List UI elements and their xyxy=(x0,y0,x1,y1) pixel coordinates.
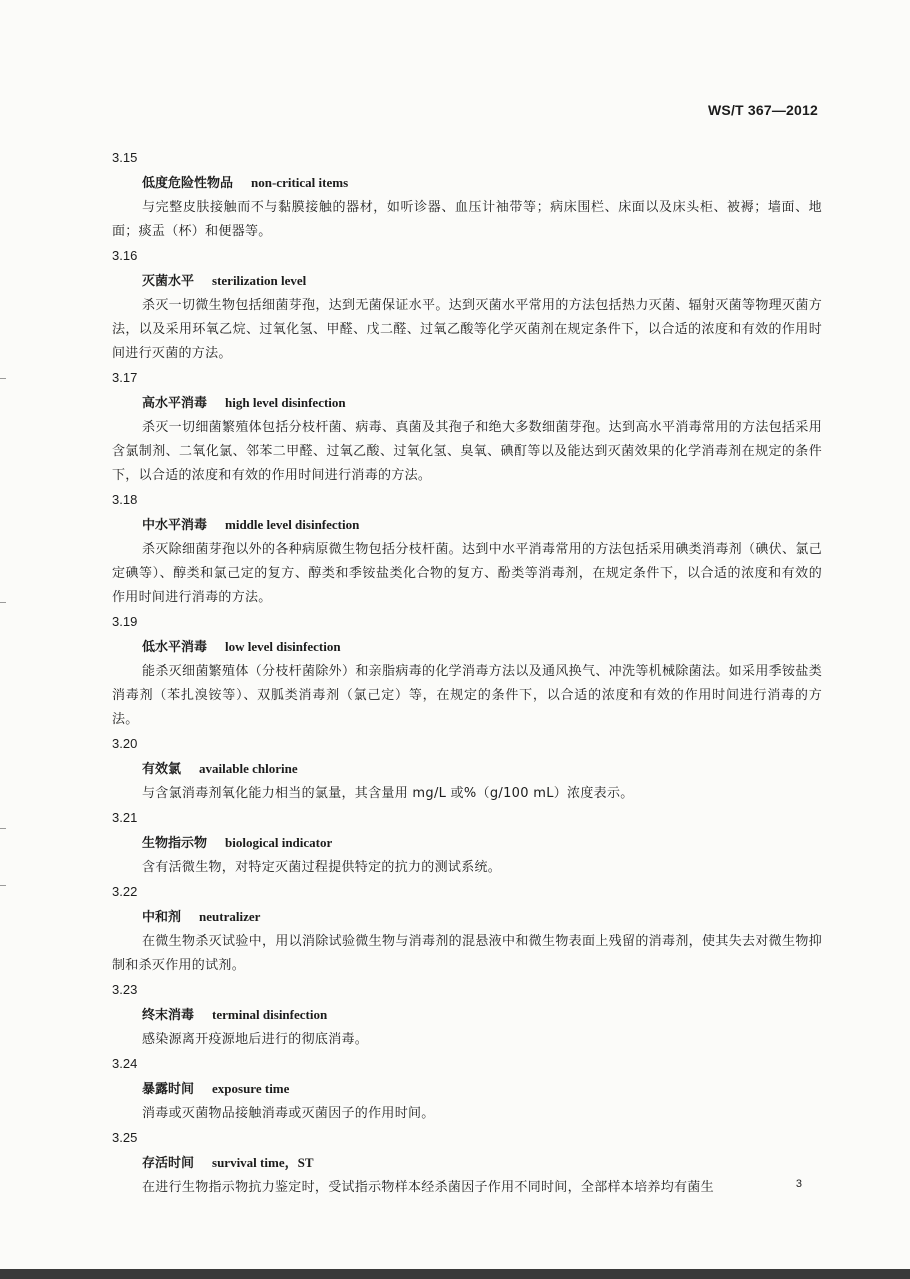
term-zh: 有效氯 xyxy=(142,762,182,777)
clause-number: 3.16 xyxy=(112,248,138,263)
term-heading xyxy=(142,1150,822,1176)
page-number: 3 xyxy=(795,1178,802,1190)
term-en: sterilization level xyxy=(212,273,307,288)
clause-number: 3.19 xyxy=(112,614,138,629)
scan-edge-mark xyxy=(0,378,6,379)
clause-3-23 xyxy=(112,978,822,1052)
term-definition: 杀灭一切细菌繁殖体包括分枝杆菌、病毒、真菌及其孢子和绝大多数细菌芽孢。达到高水平消毒常用的方法包括采用含氯制剂、二氧化氯、邻苯二甲醛、过氧乙酸、过氧化氢、臭氧、碘酊等以及能达到灭菌效果的化学消毒剂在规定的条件下，以合适的浓度和有效的作用时间进行消毒的方法。 xyxy=(112,420,822,483)
clause-3-21 xyxy=(112,806,822,880)
clause-3-20 xyxy=(112,732,822,806)
term-en: biological indicator xyxy=(225,835,333,850)
clause-number: 3.22 xyxy=(112,884,138,899)
term-zh: 存活时间 xyxy=(142,1156,195,1171)
clause-number: 3.15 xyxy=(112,150,138,165)
clause-number: 3.18 xyxy=(112,492,138,507)
term-definition: 与完整皮肤接触而不与黏膜接触的器材，如听诊器、血压计袖带等；病床围栏、床面以及床头柜、被褥；墙面、地面；痰盂（杯）和便器等。 xyxy=(112,200,822,239)
scan-edge-mark xyxy=(0,828,6,829)
clause-number: 3.21 xyxy=(112,810,138,825)
term-definition: 杀灭除细菌芽孢以外的各种病原微生物包括分枝杆菌。达到中水平消毒常用的方法包括采用碘类消毒剂（碘伏、氯己定碘等）、醇类和氯己定的复方、醇类和季铵盐类化合物的复方、酚类等消毒剂，在规定条件下，以合适的浓度和有效的作用时间进行消毒的方法。 xyxy=(112,542,822,605)
scan-bottom-edge xyxy=(0,1269,910,1279)
term-heading xyxy=(142,634,822,660)
term-definition: 能杀灭细菌繁殖体（分枝杆菌除外）和亲脂病毒的化学消毒方法以及通风换气、冲洗等机械除菌法。如采用季铵盐类消毒剂（苯扎溴铵等）、双胍类消毒剂（氯己定）等，在规定的条件下，以合适的浓度和有效的作用时间进行消毒的方法。 xyxy=(112,664,822,727)
clause-number: 3.24 xyxy=(112,1056,138,1071)
term-definition: 杀灭一切微生物包括细菌芽孢，达到无菌保证水平。达到灭菌水平常用的方法包括热力灭菌、辐射灭菌等物理灭菌方法，以及采用环氧乙烷、过氧化氢、甲醛、戊二醛、过氧乙酸等化学灭菌剂在规定条件下，以合适的浓度和有效的作用时间进行灭菌的方法。 xyxy=(112,298,822,361)
term-zh: 中和剂 xyxy=(142,910,182,925)
scan-edge-mark xyxy=(0,602,6,603)
term-zh: 中水平消毒 xyxy=(142,518,208,533)
term-heading xyxy=(142,268,822,294)
term-zh: 高水平消毒 xyxy=(142,396,208,411)
term-heading xyxy=(142,756,822,782)
term-heading xyxy=(142,390,822,416)
term-en: non-critical items xyxy=(251,175,349,190)
term-heading xyxy=(142,830,822,856)
clause-3-19 xyxy=(112,610,822,732)
term-heading xyxy=(142,1076,822,1102)
term-zh: 灭菌水平 xyxy=(142,274,195,289)
clause-3-24 xyxy=(112,1052,822,1126)
term-heading xyxy=(142,904,822,930)
term-definition: 感染源离开疫源地后进行的彻底消毒。 xyxy=(142,1032,369,1047)
term-zh: 生物指示物 xyxy=(142,836,208,851)
clause-3-25 xyxy=(112,1126,822,1200)
term-definition: 消毒或灭菌物品接触消毒或灭菌因子的作用时间。 xyxy=(142,1106,435,1121)
clause-3-18 xyxy=(112,488,822,610)
clause-3-16 xyxy=(112,244,822,366)
clause-number: 3.23 xyxy=(112,982,138,997)
term-en: neutralizer xyxy=(199,909,261,924)
term-en: middle level disinfection xyxy=(225,517,360,532)
scan-edge-mark xyxy=(0,885,6,886)
clause-3-22 xyxy=(112,880,822,978)
term-definition: 含有活微生物，对特定灭菌过程提供特定的抗力的测试系统。 xyxy=(142,860,502,875)
term-en: high level disinfection xyxy=(225,395,346,410)
term-en: terminal disinfection xyxy=(212,1007,328,1022)
term-definition: 与含氯消毒剂氧化能力相当的氯量，其含量用 mg/L 或%（g/100 mL）浓度表示。 xyxy=(142,786,634,801)
term-definition: 在进行生物指示物抗力鉴定时，受试指示物样本经杀菌因子作用不同时间，全部样本培养均有菌生 xyxy=(142,1180,714,1195)
term-zh: 低度危险性物品 xyxy=(142,176,234,191)
term-zh: 暴露时间 xyxy=(142,1082,195,1097)
term-zh: 终末消毒 xyxy=(142,1008,195,1023)
term-en: available chlorine xyxy=(199,761,298,776)
term-en: low level disinfection xyxy=(225,639,341,654)
term-en: survival time，ST xyxy=(212,1155,314,1170)
clause-number: 3.25 xyxy=(112,1130,138,1145)
standard-code: WS/T 367—2012 xyxy=(708,102,818,118)
clause-3-17 xyxy=(112,366,822,488)
term-en: exposure time xyxy=(212,1081,290,1096)
term-heading xyxy=(142,512,822,538)
term-zh: 低水平消毒 xyxy=(142,640,208,655)
clause-3-15 xyxy=(112,146,822,244)
term-heading xyxy=(142,1002,822,1028)
clause-list xyxy=(112,146,822,1200)
clause-number: 3.20 xyxy=(112,736,138,751)
term-heading xyxy=(142,170,822,196)
term-definition: 在微生物杀灭试验中，用以消除试验微生物与消毒剂的混悬液中和微生物表面上残留的消毒剂，使其失去对微生物抑制和杀灭作用的试剂。 xyxy=(112,934,822,973)
clause-number: 3.17 xyxy=(112,370,138,385)
